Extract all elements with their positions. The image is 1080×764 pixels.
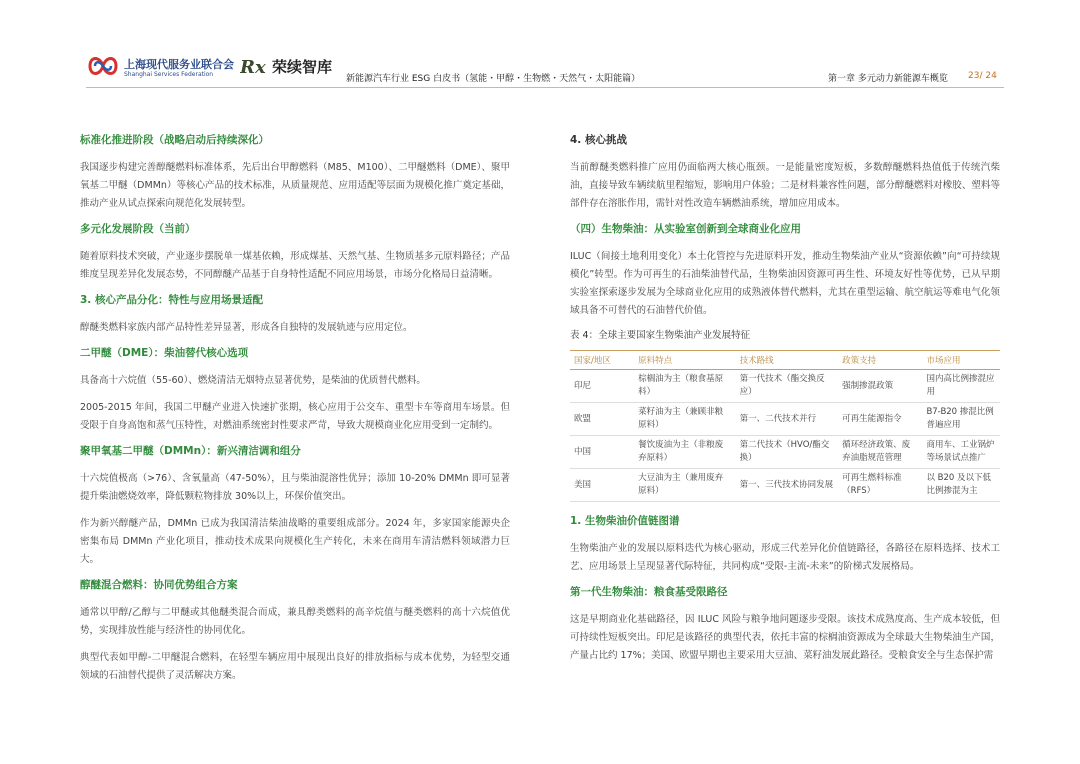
table-caption: 表 4：全球主要国家生物柴油产业发展特征: [570, 330, 751, 341]
section-heading: 4. 核心挑战: [570, 134, 627, 146]
table-cell: 印尼: [570, 370, 634, 403]
table-row: [570, 436, 1000, 469]
report-title: 新能源汽车行业 ESG 白皮书（氢能・甲醇・生物燃・天然气・太阳能篇）: [346, 74, 641, 84]
org-name-en: Shanghai Services Federation: [124, 71, 214, 78]
table-cell: 国内高比例掺混应用: [922, 370, 1000, 403]
table-row: [570, 469, 1000, 502]
paragraph: 当前醇醚类燃料推广应用仍面临两大核心瓶颈。一是能量密度短板，多数醇醚燃料热值低于传统汽柴油，直接导致车辆续航里程缩短，影响用户体验；二是材料兼容性问题，部分醇醚燃料对橡胶、塑料等部件存在溶胀作用，需针对性改造车辆燃油系统，增加应用成本。: [570, 162, 1000, 209]
table-header-cell: 国家/地区: [570, 351, 634, 370]
table-cell: B7-B20 掺混比例普遍应用: [922, 403, 1000, 436]
paragraph: 这是早期商业化基础路径，因 ILUC 风险与粮争地问题逐步受限。该技术成熟度高、生产成本较低，但可持续性短板突出。印尼是该路径的典型代表，依托丰富的棕榈油资源成为全球最大生物柴油生产国，产量占比约 17%；美国、欧盟早期也主要采用大豆油、菜籽油发展此路径。受粮食安全与生态保护需: [570, 614, 1000, 661]
section-heading: 第一代生物柴油：粮食基受限路径: [570, 586, 728, 598]
table-cell: 美国: [570, 469, 634, 502]
table-cell: 以 B20 及以下低比例掺混为主: [922, 469, 1000, 502]
paragraph: 醇醚类燃料家族内部产品特性差异显著，形成各自独特的发展轨迹与应用定位。: [80, 322, 413, 333]
section-heading: 3. 核心产品分化：特性与应用场景适配: [80, 294, 263, 306]
table-cell: 中国: [570, 436, 634, 469]
table-cell: 第一代技术（酯交换反应）: [736, 370, 839, 403]
paragraph: 随着原料技术突破，产业逐步摆脱单一煤基依赖，形成煤基、天然气基、生物质基多元原料路径；产品维度呈现差异化发展态势，不同醇醚产品基于自身特性适配不同应用场景，市场分化格局日益清晰。: [80, 251, 510, 280]
table-row: [570, 370, 1000, 403]
biodiesel-feature-table: [570, 350, 1000, 502]
paragraph: 作为新兴醇醚产品，DMMn 已成为我国清洁柴油战略的重要组成部分。2024 年，多家国家能源央企密集布局 DMMn 产业化项目，推动技术成果向规模化生产转化，未来在商用车清洁燃料领域潜力巨大。: [80, 518, 510, 565]
table-header-row: [570, 351, 1000, 370]
section-heading: 聚甲氧基二甲醚（DMMn）：新兴清洁调和组分: [80, 445, 301, 457]
paragraph: 十六烷值极高（>76）、含氧量高（47-50%），且与柴油混溶性优异；添加 10-20% DMMn 即可显著提升柴油燃烧效率，降低颗粒物排放 30%以上，环保价值突出。: [80, 473, 510, 502]
table-cell: 棕榈油为主（粮食基原料）: [634, 370, 735, 403]
paragraph: 具备高十六烷值（55-60）、燃烧清洁无烟特点显著优势，是柴油的优质替代燃料。: [80, 375, 426, 386]
right-column: [570, 133, 1000, 674]
header-divider: [86, 87, 1004, 88]
paragraph: ILUC（间接土地利用变化）本土化管控与先进原料开发，推动生物柴油产业从“资源依赖”向“可持续规模化”转型。作为可再生的石油柴油替代品，生物柴油因资源可再生性、环境友好性等优势，已从早期实验室探索逐步发展为全球商业化应用的成熟液体替代燃料，尤其在重型运输、航空航运等难电气化领域具备不可替代的石油替代价值。: [570, 251, 1000, 316]
page-number: 23/ 24: [968, 71, 997, 81]
table-cell: 商用车、工业锅炉等场景试点推广: [922, 436, 1000, 469]
table-row: [570, 403, 1000, 436]
brand-logo-icon: [240, 55, 268, 77]
table-cell: 大豆油为主（兼用废弃原料）: [634, 469, 735, 502]
federation-logo-icon: [86, 54, 120, 78]
paragraph: 典型代表如甲醇-二甲醚混合燃料，在轻型车辆应用中展现出良好的排放指标与成本优势，为轻型交通领域的石油替代提供了灵活解决方案。: [80, 652, 510, 681]
paragraph: 通常以甲醇/乙醇与二甲醚或其他醚类混合而成，兼具醇类燃料的高辛烷值与醚类燃料的高十六烷值优势，实现排放性能与经济性的协同优化。: [80, 607, 510, 636]
org-name-cn: 上海现代服务业联合会: [124, 58, 234, 71]
chapter-title: 第一章 多元动力新能源车概览: [828, 74, 948, 84]
paragraph: 生物柴油产业的发展以原料迭代为核心驱动，形成三代差异化价值链路径，各路径在原料选择、技术工艺、应用场景上呈现显著代际特征，共同构成“受限-主流-未来”的阶梯式发展格局。: [570, 543, 1000, 572]
table-cell: 欧盟: [570, 403, 634, 436]
paragraph: 2005-2015 年间，我国二甲醚产业进入快速扩张期，核心应用于公交车、重型卡车等商用车场景。但受限于自身高饱和蒸气压特性，对燃油系统密封性要求严苛，导致大规模商业化应用受到一定制约。: [80, 402, 510, 431]
section-heading: 1. 生物柴油价值链图谱: [570, 515, 680, 527]
table-cell: 可再生燃料标准（RFS）: [838, 469, 922, 502]
section-heading: 多元化发展阶段（当前）: [80, 223, 196, 235]
table-cell: 第一、二代技术并行: [736, 403, 839, 436]
section-heading: （四）生物柴油：从实验室创新到全球商业化应用: [570, 223, 801, 235]
table-cell: 第二代技术（HVO/酯交换）: [736, 436, 839, 469]
section-heading: 醇醚混合燃料：协同优势组合方案: [80, 579, 238, 591]
table-cell: 第一、三代技术协同发展: [736, 469, 839, 502]
table-header-cell: 政策支持: [838, 351, 922, 370]
table-header-cell: 市场应用: [922, 351, 1000, 370]
table-cell: 强制掺混政策: [838, 370, 922, 403]
table-header-cell: 技术路线: [736, 351, 839, 370]
left-column: [80, 133, 510, 694]
table-cell: 菜籽油为主（兼顾非粮原料）: [634, 403, 735, 436]
table-header-cell: 原料特点: [634, 351, 735, 370]
section-heading: 标准化推进阶段（战略启动后持续深化）: [80, 134, 269, 146]
table-cell: 可再生能源指令: [838, 403, 922, 436]
brand-logo-text: Rx: [240, 57, 266, 77]
section-heading: 二甲醚（DME）：柴油替代核心选项: [80, 347, 249, 359]
brand-name: 荣续智库: [272, 58, 333, 76]
table-cell: 餐饮废油为主（非粮废弃原料）: [634, 436, 735, 469]
paragraph: 我国逐步构建完善醇醚燃料标准体系，先后出台甲醇燃料（M85、M100）、二甲醚燃料（DME）、聚甲氧基二甲醚（DMMn）等核心产品的技术标准，从质量规范、应用适配等层面为规模化推广奠定基础，推动产业从试点探索向规范化发展转型。: [80, 162, 510, 209]
page-header: [0, 0, 1080, 100]
table-cell: 循环经济政策、废弃油脂规范管理: [838, 436, 922, 469]
